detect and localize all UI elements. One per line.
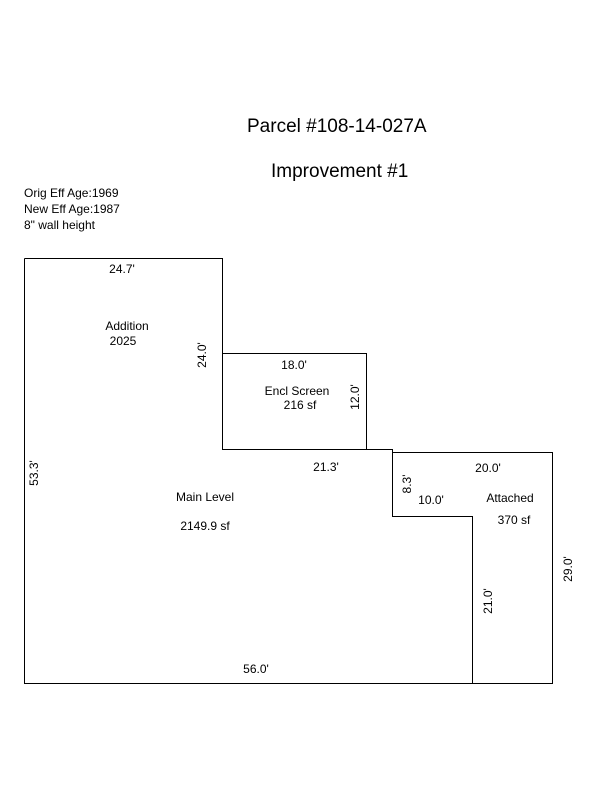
attached-right-dimension: 29.0' — [561, 556, 575, 582]
main-level-label: Main Level — [175, 490, 235, 504]
addition-right-dimension: 24.0' — [195, 342, 209, 368]
parcel-title: Parcel #108-14-027A — [247, 116, 427, 137]
main-level-left-dimension: 53.3' — [27, 460, 41, 486]
attached-step-height-dimension: 8.3' — [400, 474, 414, 494]
enclosed-screen-right-dimension: 12.0' — [348, 384, 362, 410]
wall-height-note: 8" wall height — [24, 218, 95, 232]
main-level-bottom-dimension: 56.0' — [243, 662, 269, 676]
improvement-title: Improvement #1 — [271, 161, 409, 182]
orig-eff-age-note: Orig Eff Age:1969 — [24, 186, 119, 200]
attached-area: 370 sf — [497, 513, 531, 527]
main-outline — [25, 259, 473, 684]
attached-top-dimension: 20.0' — [475, 461, 501, 475]
new-eff-age-note: New Eff Age:1987 — [24, 202, 120, 216]
main-level-area: 2149.9 sf — [180, 519, 230, 533]
attached-inner-left-dimension: 21.0' — [481, 588, 495, 614]
addition-label: Addition — [105, 319, 149, 333]
main-level-mid-dimension: 21.3' — [313, 460, 339, 474]
attached-label: Attached — [486, 491, 534, 505]
enclosed-screen-label: Encl Screen — [264, 384, 330, 398]
enclosed-screen-area: 216 sf — [283, 398, 317, 412]
attached-step-width-dimension: 10.0' — [418, 493, 444, 507]
addition-year: 2025 — [109, 334, 137, 348]
addition-top-dimension: 24.7' — [109, 262, 135, 276]
enclosed-screen-top-dimension: 18.0' — [281, 358, 307, 372]
